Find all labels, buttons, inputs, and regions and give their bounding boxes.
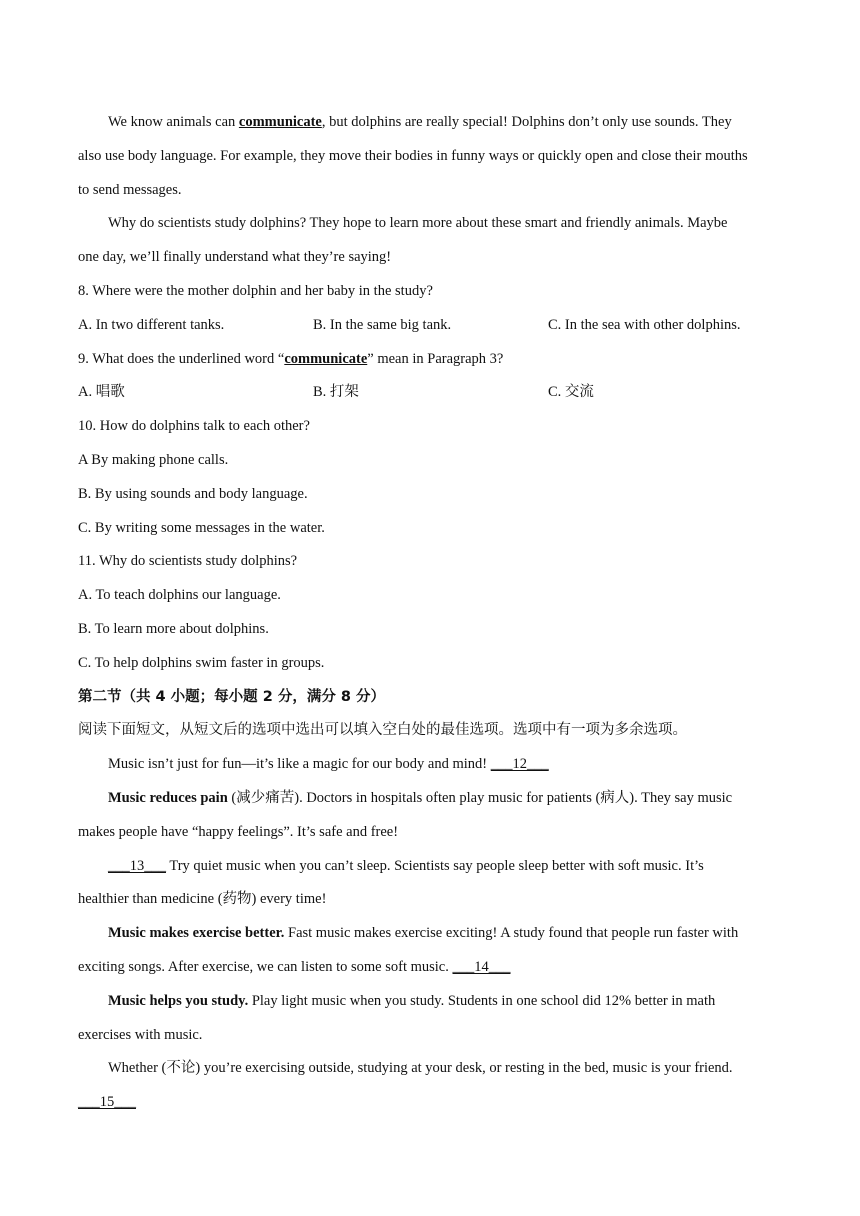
passage-paragraph-3-line-2: also use body language. For example, they move their bodies in funny ways or quickly open and close their mouths [78, 147, 748, 164]
question-8-options [78, 309, 790, 343]
question-8-option-b: B. In the same big tank. [313, 316, 452, 333]
blank-15: ___15___ [78, 1094, 136, 1111]
blank-13: ___13___ [108, 857, 166, 874]
music-paragraph-2-line-2: makes people have “happy feelings”. It’s safe and free! [78, 823, 399, 840]
music-paragraph-5-line-2: exercises with music. [78, 1026, 203, 1043]
question-8-stem: 8. Where were the mother dolphin and her baby in the study? [78, 282, 433, 299]
text-span: ” mean in Paragraph 3? [367, 350, 504, 367]
music-paragraph-2-line-1 [78, 782, 790, 816]
text-span: Music isn’t just for fun—it’s like a magic for our body and mind! [108, 756, 491, 773]
text-span: , but dolphins are really special! Dolphins don’t only use sounds. They [321, 114, 732, 130]
blank-14: ___14___ [452, 958, 511, 975]
question-9-option-a: A. 唱歌 [78, 384, 125, 401]
music-paragraph-4-line-1 [78, 917, 790, 951]
question-11-option-c: C. To help dolphins swim faster in groups. [78, 654, 325, 671]
passage-paragraph-3-line-1 [78, 106, 790, 140]
underlined-word-communicate: communicate [284, 350, 368, 367]
text-span: exciting songs. After exercise, we can listen to some soft music. [78, 958, 453, 975]
text-span: 9. What does the underlined word “ [78, 350, 285, 367]
section-2-instruction: 阅读下面短文，从短文后的选项中选出可以填入空白处的最佳选项。选项中有一项为多余选项。 [78, 722, 687, 739]
question-11-stem: 11. Why do scientists study dolphins? [78, 553, 298, 570]
question-9-option-c: C. 交流 [548, 384, 594, 401]
section-2-title: 第二节（共 4 小题；每小题 2 分，满分 8 分） [78, 688, 386, 705]
music-paragraph-5-line-1 [78, 985, 790, 1019]
text-span: Fast music makes exercise exciting! A study found that people run faster with [284, 925, 739, 942]
heading-music-helps-you-study: Music helps you study. [108, 992, 249, 1009]
question-9-options [78, 376, 790, 410]
question-8-option-c: C. In the sea with other dolphins. [548, 316, 741, 333]
question-10-option-c: C. By writing some messages in the water. [78, 519, 325, 536]
music-paragraph-3-line-1 [78, 850, 790, 884]
text-span: (减少痛苦). Doctors in hospitals often play music for patients (病人). They say music [227, 789, 733, 806]
music-paragraph-3-line-2: healthier than medicine (药物) every time! [78, 891, 327, 908]
question-10-stem: 10. How do dolphins talk to each other? [78, 418, 310, 435]
heading-music-reduces-pain: Music reduces pain [108, 789, 228, 806]
question-10-option-a: A By making phone calls. [78, 451, 229, 468]
music-paragraph-1 [78, 748, 790, 782]
blank-12: ___12___ [490, 756, 549, 773]
question-9-option-b: B. 打架 [313, 384, 359, 401]
music-paragraph-6-line-1: Whether (不论) you’re exercising outside, studying at your desk, or resting in the bed, music is your friend. [108, 1060, 733, 1077]
passage-paragraph-4-line-2: one day, we’ll finally understand what they’re saying! [78, 249, 392, 266]
passage-paragraph-3-line-3: to send messages. [78, 181, 182, 198]
underlined-word-communicate: communicate [238, 114, 322, 130]
question-8-option-a: A. In two different tanks. [78, 316, 225, 333]
question-11-option-b: B. To learn more about dolphins. [78, 620, 269, 637]
heading-music-makes-exercise-better: Music makes exercise better. [108, 925, 285, 942]
question-10-option-b: B. By using sounds and body language. [78, 485, 308, 502]
music-paragraph-4-line-2 [78, 951, 790, 985]
text-span: We know animals can [108, 114, 239, 130]
question-11-option-a: A. To teach dolphins our language. [78, 587, 281, 604]
text-span: Play light music when you study. Students in one school did 12% better in math [248, 992, 716, 1009]
question-9-stem [78, 343, 790, 377]
passage-paragraph-4-line-1: Why do scientists study dolphins? They hope to learn more about these smart and friendly animals. Maybe [108, 215, 728, 232]
music-paragraph-6-line-2 [78, 1086, 790, 1120]
text-span: Try quiet music when you can’t sleep. Scientists say people sleep better with soft music. It’s [166, 857, 704, 874]
